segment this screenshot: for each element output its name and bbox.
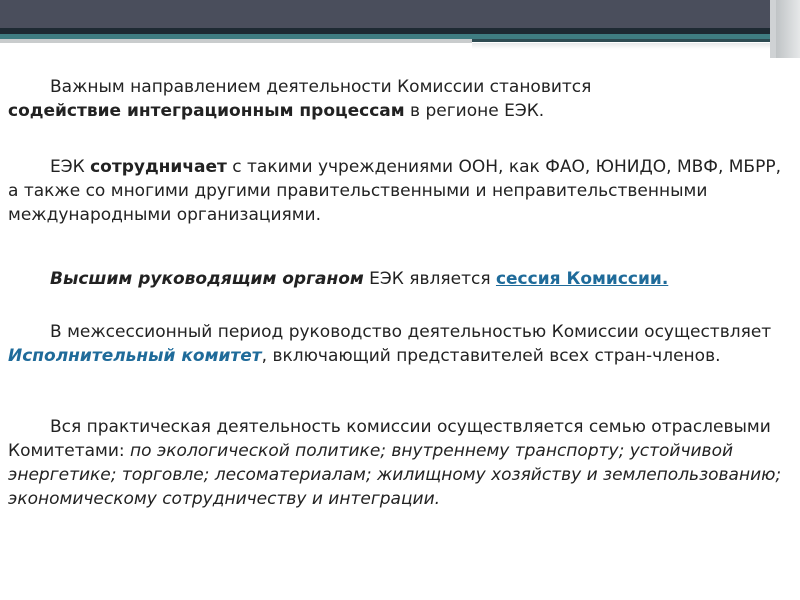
p4-text1: В межсессионный период руководство деятельностью Комиссии осуществляет	[50, 322, 772, 342]
header-line-light	[0, 39, 472, 43]
header-shadow	[472, 43, 772, 49]
header-line-dark-right	[472, 39, 800, 42]
paragraph-cooperation	[8, 155, 788, 227]
corner-block-gradient	[776, 0, 800, 58]
paragraph-integration	[8, 75, 591, 123]
paragraph-executive-committee	[8, 320, 788, 368]
p2-bold: сотрудничает	[90, 157, 227, 177]
paragraph-committees	[8, 415, 788, 511]
p2-text1: ЕЭК	[50, 157, 91, 177]
p3-bold-italic: Высшим руководящим органом	[50, 269, 364, 289]
session-link[interactable]: сессия Комиссии.	[495, 269, 669, 289]
p5-italic: по экологической политике; внутреннему транспорту; устойчивой энергетике; торговле; лесоматериалам; жилищному хозяйству и землепользованию; экономическому сотрудничеству и интеграции.	[8, 441, 782, 509]
p3-text1: ЕЭК является	[363, 269, 496, 289]
p2-text2: с такими учреждениями ООН, как ФАО, ЮНИДО, МВФ, МБРР, а также со многими другими правительственными и неправительственными международными организациями.	[8, 157, 781, 225]
p1-bold: содействие интеграционным процессам	[8, 101, 405, 121]
p5-text1: Вся практическая деятельность комиссии осуществляется семью отраслевыми Комитетами:	[8, 417, 771, 461]
p1-text2: в регионе ЕЭК.	[404, 101, 545, 121]
executive-committee-link[interactable]: Исполнительный комитет	[8, 346, 262, 366]
p1-text1: Важным направлением деятельности Комиссии становится	[50, 77, 592, 97]
p4-text2: , включающий представителей всех стран-членов.	[261, 346, 721, 366]
paragraph-governing-body	[8, 267, 668, 291]
header-band	[0, 0, 800, 28]
